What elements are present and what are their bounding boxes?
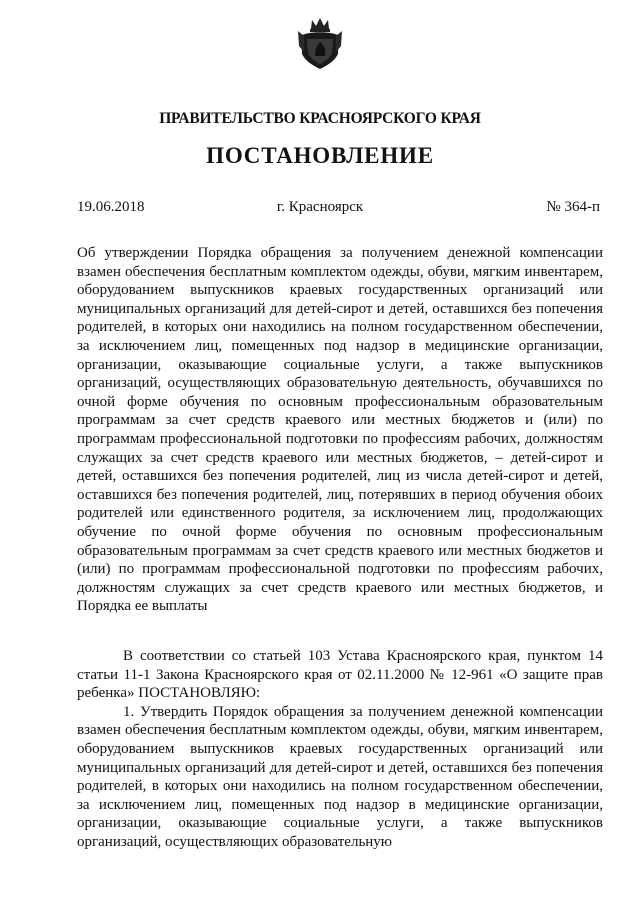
document-number: № 364-п xyxy=(546,199,600,215)
document-body xyxy=(77,647,603,852)
document-type: ПОСТАНОВЛЕНИЕ xyxy=(206,143,434,168)
item-1-paragraph: 1. Утвердить Порядок обращения за получением денежной компенсации взамен обеспечения бесплатным комплектом одежды, обуви, мягким инвентарем, оборудованием выпускников краевых государственных организаций или муниципальных организаций для детей-сирот и детей, оставшихся без попечения родителей, в которых они находились на полном государственном обеспечении, за исключением лиц, помещенных под надзор в медицинские организации, организации, оказывающие социальные услуги, а также выпускников организаций, осуществляющих образовательную xyxy=(77,703,603,850)
government-name: ПРАВИТЕЛЬСТВО КРАСНОЯРСКОГО КРАЯ xyxy=(159,110,481,127)
preamble-paragraph: В соответствии со статьей 103 Устава Красноярского края, пунктом 14 статьи 11-1 Закона Красноярского края от 02.11.2000 № 12-961 «О защите прав ребенка» ПОСТАНОВЛЯЮ: xyxy=(77,648,603,702)
document-date: 19.06.2018 xyxy=(77,199,145,215)
coat-of-arms-icon xyxy=(296,16,344,70)
document-city: г. Красноярск xyxy=(276,199,364,215)
document-title: Об утверждении Порядка обращения за получением денежной компенсации взамен обеспечения бесплатным комплектом одежды, обуви, мягким инвентарем, оборудованием выпускников краевых государственных организаций или муниципальных организаций для детей-сирот и детей, оставшихся без попечения родителей, в которых они находились на полном государственном обеспечении, за исключением лиц, помещенных под надзор в медицинские организации, организации, оказывающие социальные услуги, а также выпускников организаций, осуществляющих образовательную деятельность, обучавшихся по очной форме обучения по основным профессиональным образовательным программам за счет средств краевого или местных бюджетов и (или) по программам профессиональной подготовки по профессиям рабочих, должностям служащих за счет средств краевого или местных бюджетов, – детей-сирот и детей, оставшихся без попечения родителей, лиц из числа детей-сирот и детей, оставшихся без попечения родителей, лиц, потерявших в период обучения обоих родителей или единственного родителя, за исключением лиц, продолжающих обучение по очной форме обучения по основным профессиональным образовательным программам за счет средств краевого или местных бюджетов и (или) по программам профессиональной подготовки по профессиям рабочих, должностям служащих за счет средств краевого или местных бюджетов, и Порядка ее выплаты xyxy=(77,245,603,615)
